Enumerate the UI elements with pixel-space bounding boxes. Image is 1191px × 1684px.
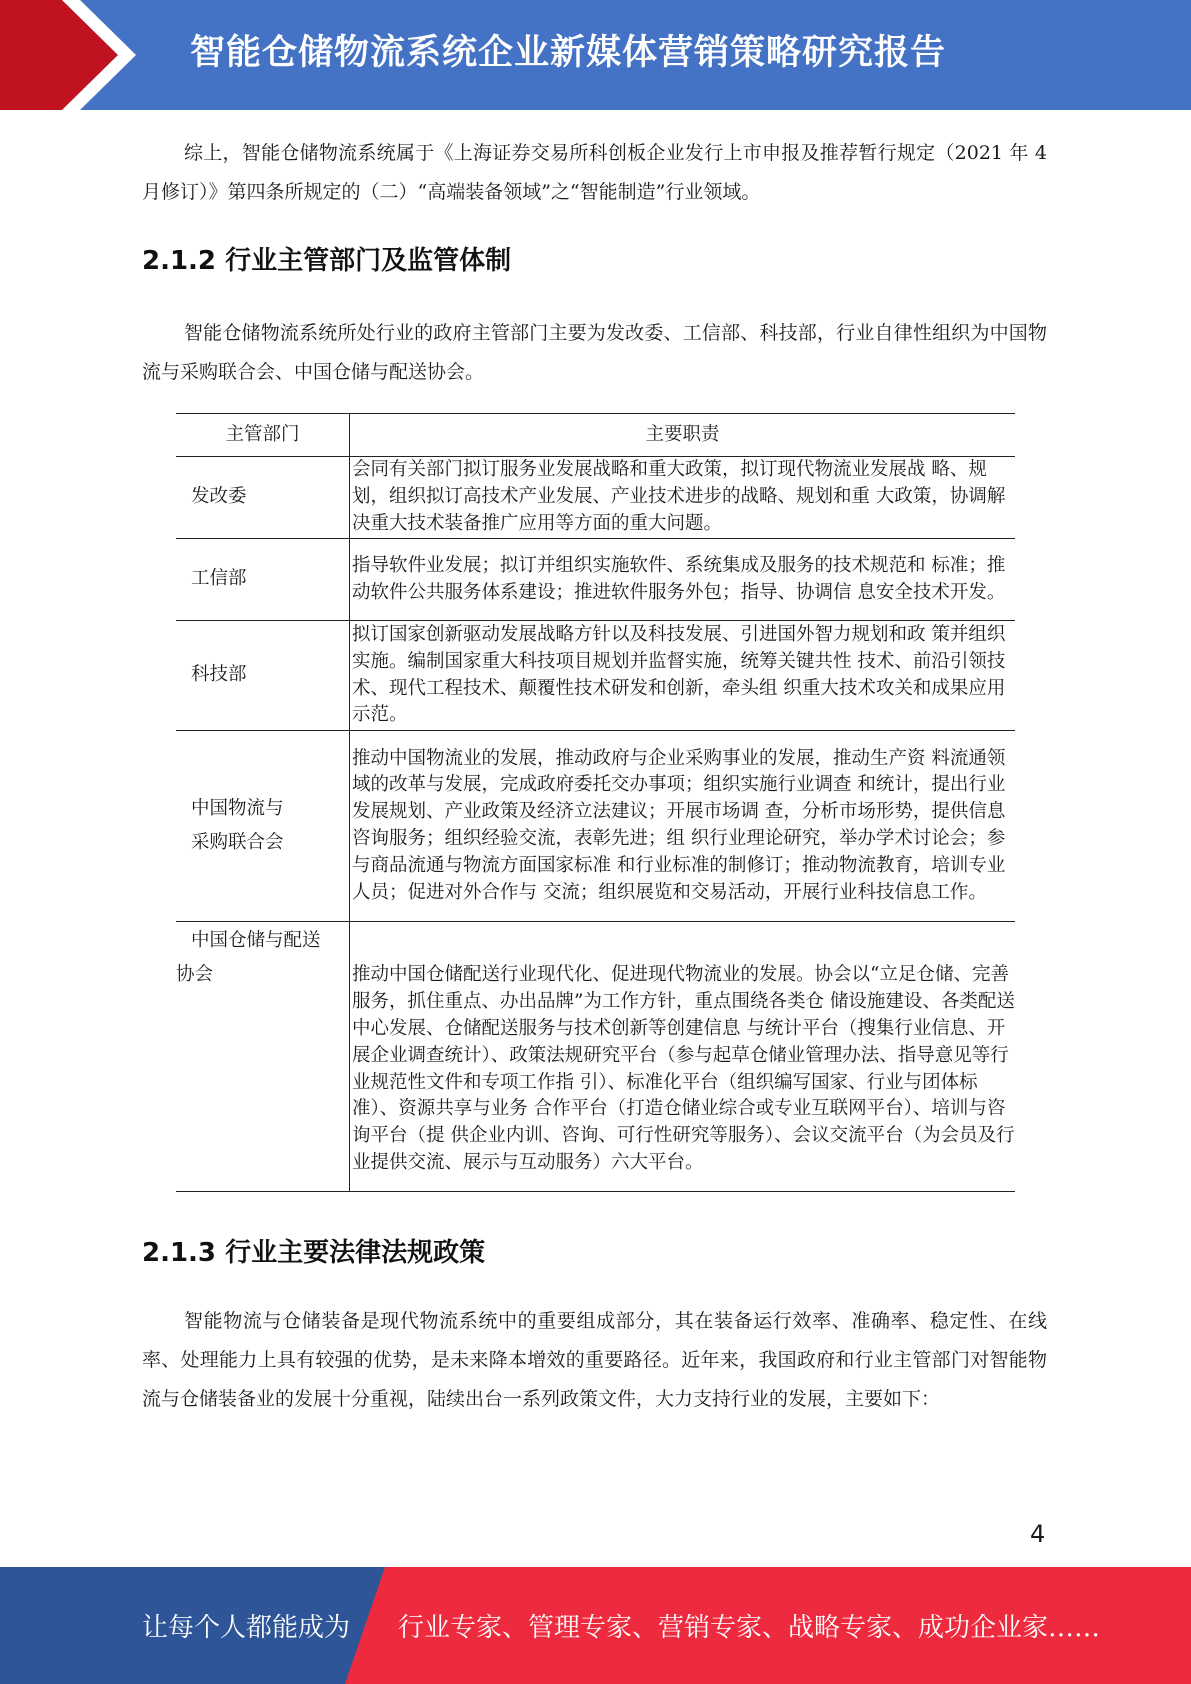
dept-cell xyxy=(176,922,350,1192)
intro-paragraph: 综上，智能仓储物流系统属于《上海证券交易所科创板企业发行上市申报及推荐暂行规定（2021 年 4 月修订）》第四条所规定的（二）“高端装备领域”之“智能制造”行业领域。 xyxy=(142,142,1047,203)
duty-cell: 指导软件业发展；拟订并组织实施软件、系统集成及服务的技术规范和 标准；推动软件公共服务体系建设；推进软件服务外包；指导、协调信 息安全技术开发。 xyxy=(350,539,1016,621)
page-header xyxy=(0,0,1191,110)
table-row xyxy=(176,457,1015,539)
section-heading-2-1-3: 2.1.3 行业主要法律法规政策 xyxy=(142,1238,486,1268)
regulator-table xyxy=(176,413,1015,1192)
table-row xyxy=(176,922,1015,1192)
table-header-dept: 主管部门 xyxy=(176,414,350,457)
footer-slogan-left: 让每个人都能成为 xyxy=(142,1613,351,1643)
dept-cell: 发改委 xyxy=(176,457,350,539)
table-row xyxy=(176,621,1015,731)
table-header-duty: 主要职责 xyxy=(350,414,1016,457)
dept-cell-text: 中国物流与采购联合会 xyxy=(191,798,284,853)
section-2-1-2-paragraph: 智能仓储物流系统所处行业的政府主管部门主要为发改委、工信部、科技部，行业自律性组织为中国物流与采购联合会、中国仓储与配送协会。 xyxy=(142,322,1047,383)
page-number: 4 xyxy=(1030,1520,1046,1548)
duty-cell xyxy=(350,922,1016,1192)
section-heading-2-1-2: 2.1.2 行业主管部门及监管体制 xyxy=(142,246,512,276)
duty-cell-text: 推动中国仓储配送行业现代化、促进现代物流业的发展。协会以“立足仓储、完善服务，抓住重点、办出品牌”为工作方针，重点围绕各类仓 储设施建设、各类配送中心发展、仓储配送服务与技术创新等创建信息 与统计平台（搜集行业信息、开展企业调查统计）、政策法规研究平台（参与起草仓储业管理办法、指导意见等行业规范性文件和专项工作指 引）、标准化平台（组织编写国家、行业与团体标准）、资源共享与业务 合作平台（打造仓储业综合或专业互联网平台）、培训与咨询平台（提 供企业内训、咨询、可行性研究等服务）、会议交流平台（为会员及行 业提供交流、展示与互动服务）六大平台。 xyxy=(352,964,1015,1173)
dept-cell: 工信部 xyxy=(176,539,350,621)
duty-cell: 拟订国家创新驱动发展战略方针以及科技发展、引进国外智力规划和政 策并组织实施。编制国家重大科技项目规划并监督实施，统筹关键共性 技术、前沿引领技术、现代工程技术、颠覆性技术研发和创新，牵头组 织重大技术攻关和成果应用示范。 xyxy=(350,621,1016,731)
footer-slogan-right: 行业专家、管理专家、营销专家、战略专家、成功企业家…… xyxy=(398,1613,1101,1643)
dept-cell xyxy=(176,731,350,922)
dept-cell-text: 中国仓储与配送协会 xyxy=(176,930,321,985)
table-header-row xyxy=(176,414,1015,457)
page-footer xyxy=(0,1567,1191,1684)
dept-cell: 科技部 xyxy=(176,621,350,731)
duty-cell: 会同有关部门拟订服务业发展战略和重大政策，拟订现代物流业发展战 略、规划，组织拟订高技术产业发展、产业技术进步的战略、规划和重 大政策，协调解决重大技术装备推广应用等方面的重大问题。 xyxy=(350,457,1016,539)
duty-cell: 推动中国物流业的发展，推动政府与企业采购事业的发展，推动生产资 料流通领域的改革与发展，完成政府委托交办事项；组织实施行业调查 和统计，提出行业发展规划、产业政策及经济立法建议；开展市场调 查，分析市场形势，提供信息咨询服务；组织经验交流，表彰先进；组 织行业理论研究，举办学术讨论会；参与商品流通与物流方面国家标准 和行业标准的制修订；推动物流教育，培训专业人员；促进对外合作与 交流；组织展览和交易活动，开展行业科技信息工作。 xyxy=(350,731,1016,922)
section-2-1-3-paragraph: 智能物流与仓储装备是现代物流系统中的重要组成部分，其在装备运行效率、准确率、稳定性、在线率、处理能力上具有较强的优势，是未来降本增效的重要路径。近年来，我国政府和行业主管部门对智能物流与仓储装备业的发展十分重视，陆续出台一系列政策文件，大力支持行业的发展，主要如下： xyxy=(142,1310,1047,1410)
table-row xyxy=(176,539,1015,621)
header-arrow-icon xyxy=(0,0,150,110)
table-row xyxy=(176,731,1015,922)
report-title: 智能仓储物流系统企业新媒体营销策略研究报告 xyxy=(190,33,947,73)
